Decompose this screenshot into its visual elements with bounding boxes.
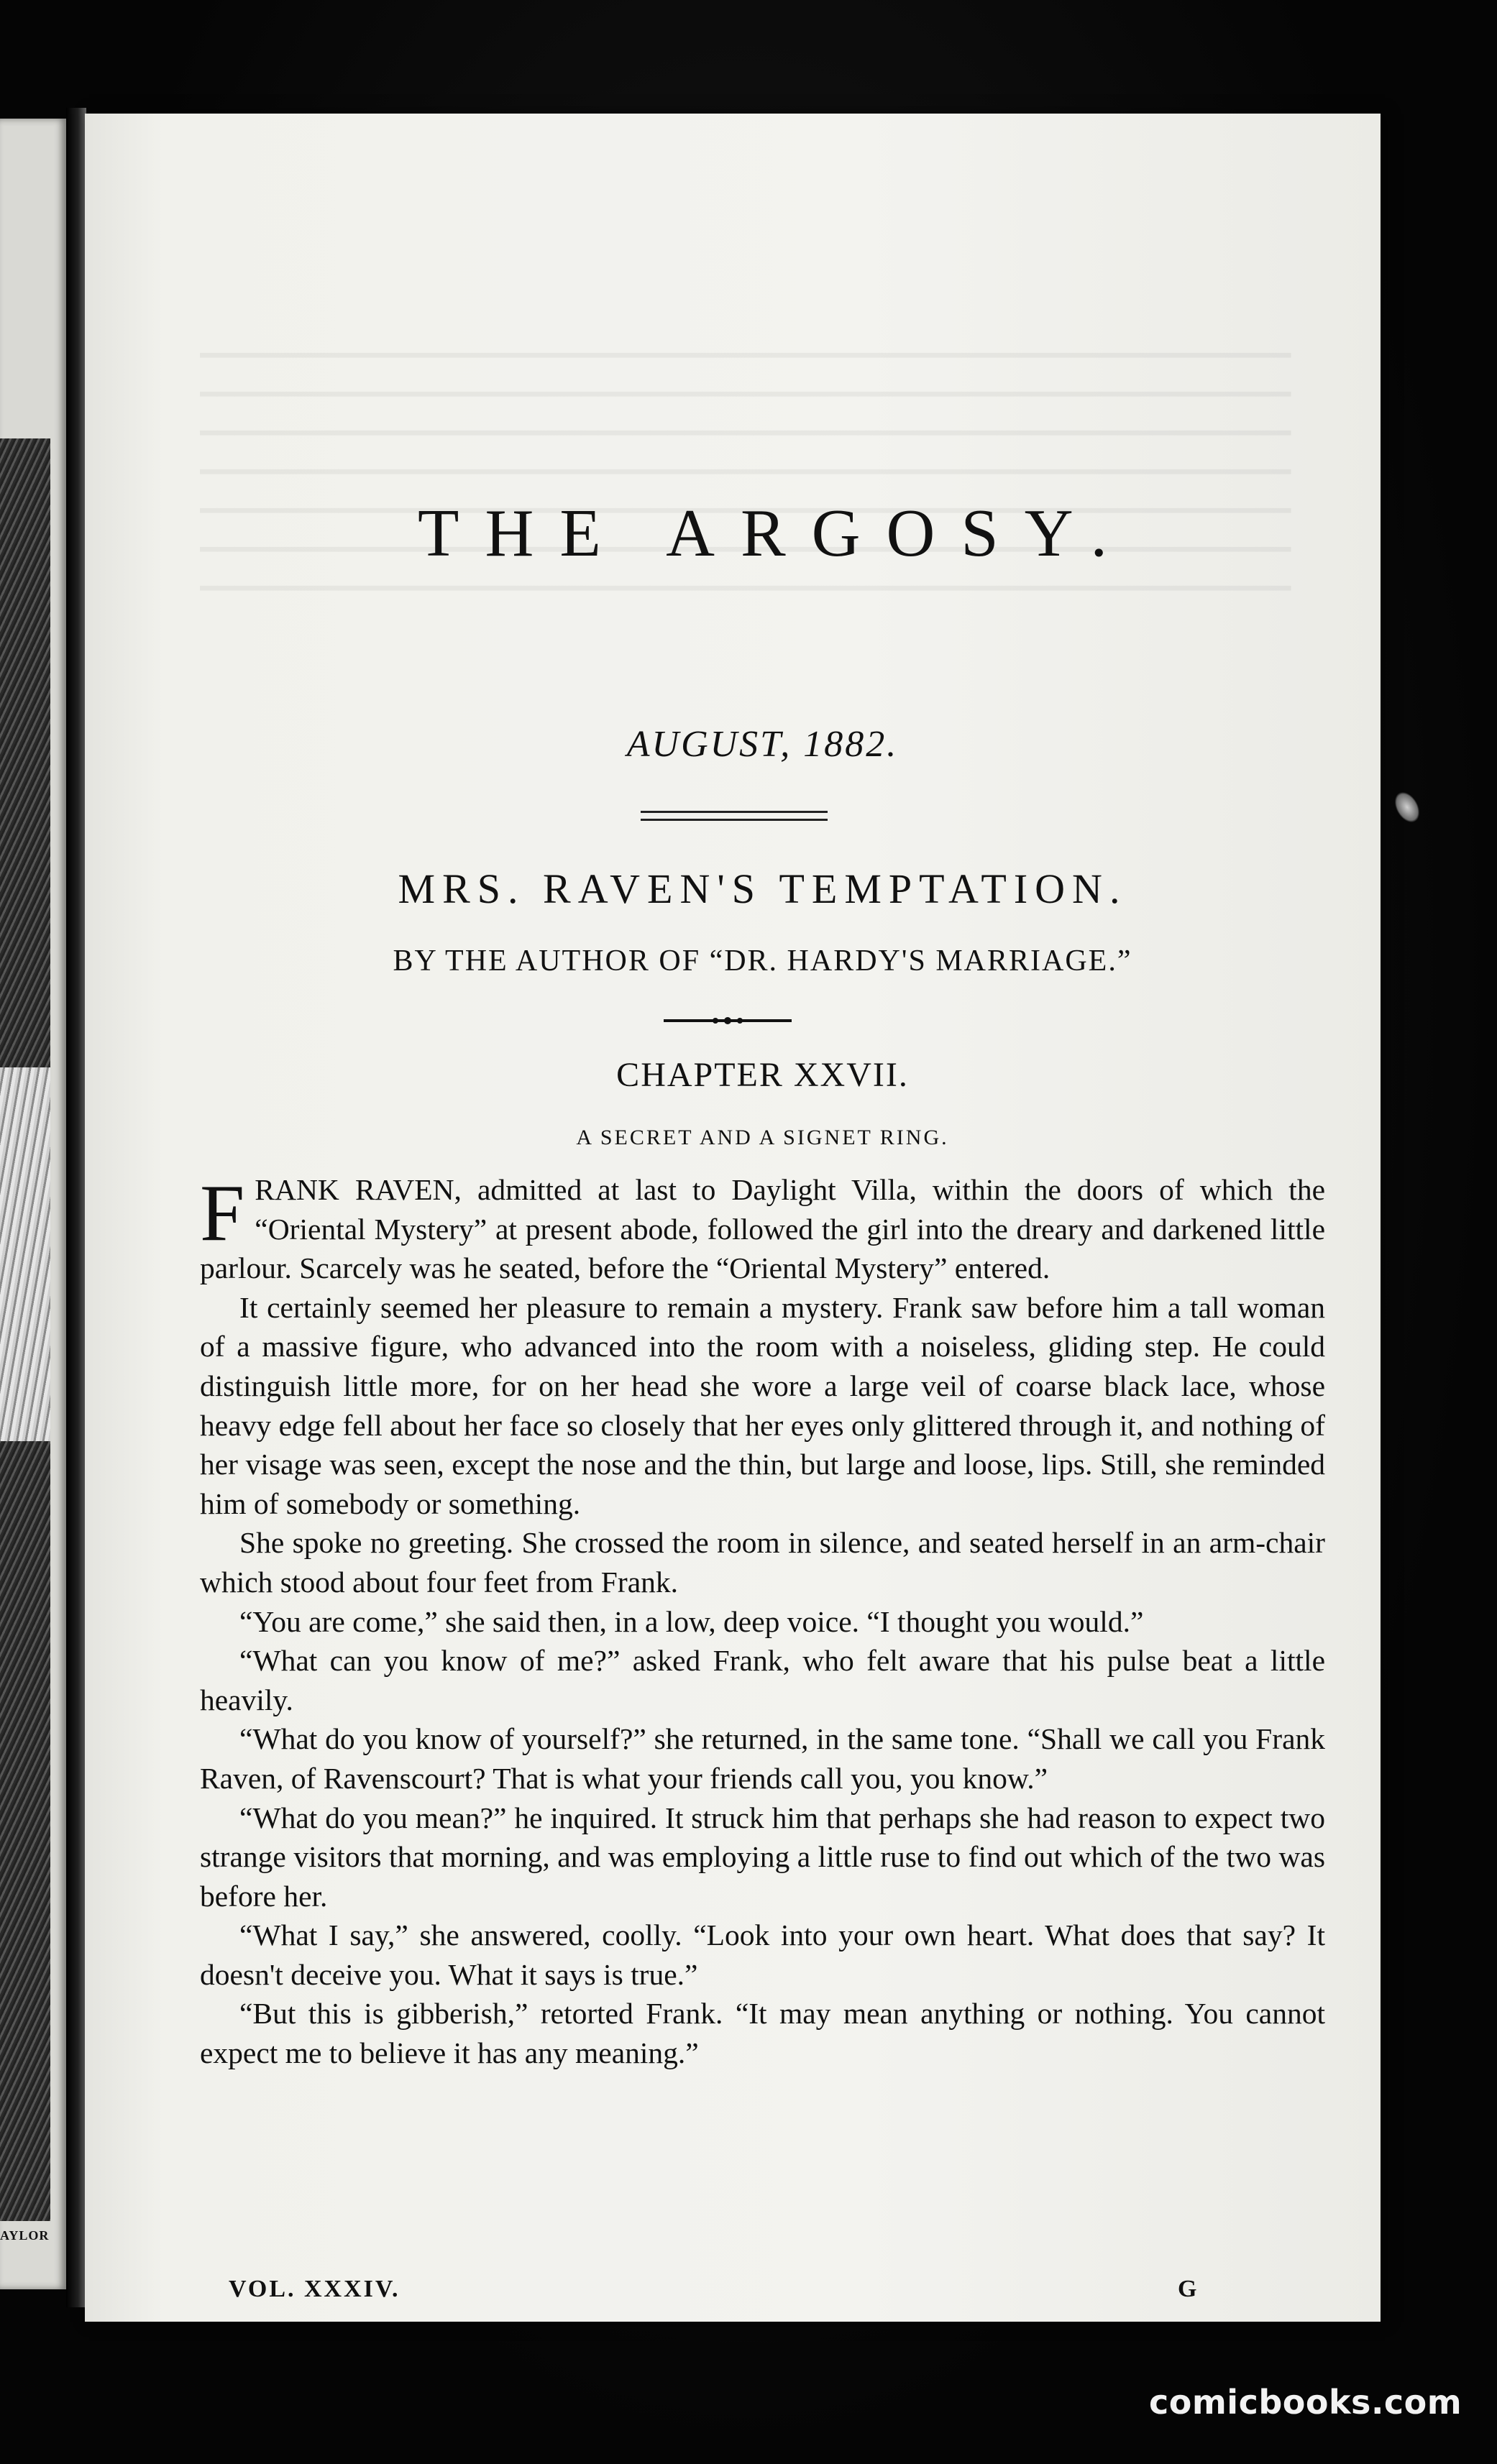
drop-cap: F <box>200 1169 245 1258</box>
page-gutter <box>66 108 86 2307</box>
issue-date: AUGUST, 1882. <box>626 724 899 765</box>
signature-mark: G <box>1178 2276 1197 2302</box>
paragraph: “What do you know of yourself?” she returned, in the same tone. “Shall we call you Frank Raven, of Ravenscourt? That is what your friends call you, you know.” <box>200 1722 1325 1795</box>
previous-page-caption: AYLOR <box>0 2228 50 2243</box>
magazine-title: THE ARGOSY. <box>418 496 1133 571</box>
previous-page-edge <box>0 119 66 2289</box>
paragraph: “You are come,” she said then, in a low, deep voice. “I thought you would.” <box>239 1604 1144 1638</box>
byline: BY THE AUTHOR OF “DR. HARDY'S MARRIAGE.” <box>393 944 1132 978</box>
watermark-text: comicbooks.com <box>1149 2383 1462 2422</box>
double-rule-divider <box>641 811 828 821</box>
paragraph: It certainly seemed her pleasure to remain a mystery. Frank saw before him a tall woman of a massive figure, who advanced into the room with a noiseless, gliding step. He could distinguish little more, for on her head she wore a large veil of coarse black lace, whose heavy edge fell about her face so closely that her eyes only glittered through it, and nothing of her visage was seen, except the nose and the thin, but large and loose, lips. Still, she reminded him of somebody or something. <box>200 1290 1325 1520</box>
paragraph-text: RANK RAVEN, admitted at last to Daylight Villa, within the doors of which the “Oriental Mystery” at present abode, followed the girl into the dreary and darkened little parlour. Scarcely was he seated, before the “Oriental Mystery” entered. <box>200 1173 1325 1285</box>
paragraph: “What do you mean?” he inquired. It struck him that perhaps she had reason to expect two strange visitors that morning, and was employing a little ruse to find out which of the two was before her. <box>200 1801 1325 1913</box>
ornament-divider-icon <box>664 1016 792 1025</box>
document-page <box>85 114 1381 2322</box>
paragraph: “What I say,” she answered, coolly. “Look into your own heart. What does that say? It doesn't deceive you. What it says is true.” <box>200 1918 1325 1991</box>
paragraph: “But this is gibberish,” retorted Frank. “It may mean anything or nothing. You cannot expect me to believe it has any meaning.” <box>200 1997 1325 2070</box>
paragraph: She spoke no greeting. She crossed the room in silence, and seated herself in an arm-chair which stood about four feet from Frank. <box>200 1526 1325 1599</box>
paragraph: “What can you know of me?” asked Frank, who felt aware that his pulse beat a little heavily. <box>200 1644 1325 1716</box>
chapter-subtitle: A SECRET AND A SIGNET RING. <box>576 1126 949 1149</box>
story-title: MRS. RAVEN'S TEMPTATION. <box>398 865 1127 912</box>
previous-page-illustration-highlight <box>0 1067 50 1441</box>
volume-label: VOL. XXXIV. <box>229 2276 400 2302</box>
paragraph <box>200 1170 1325 1288</box>
chapter-heading: CHAPTER XXVII. <box>616 1056 909 1094</box>
story-body <box>200 1170 1325 2073</box>
